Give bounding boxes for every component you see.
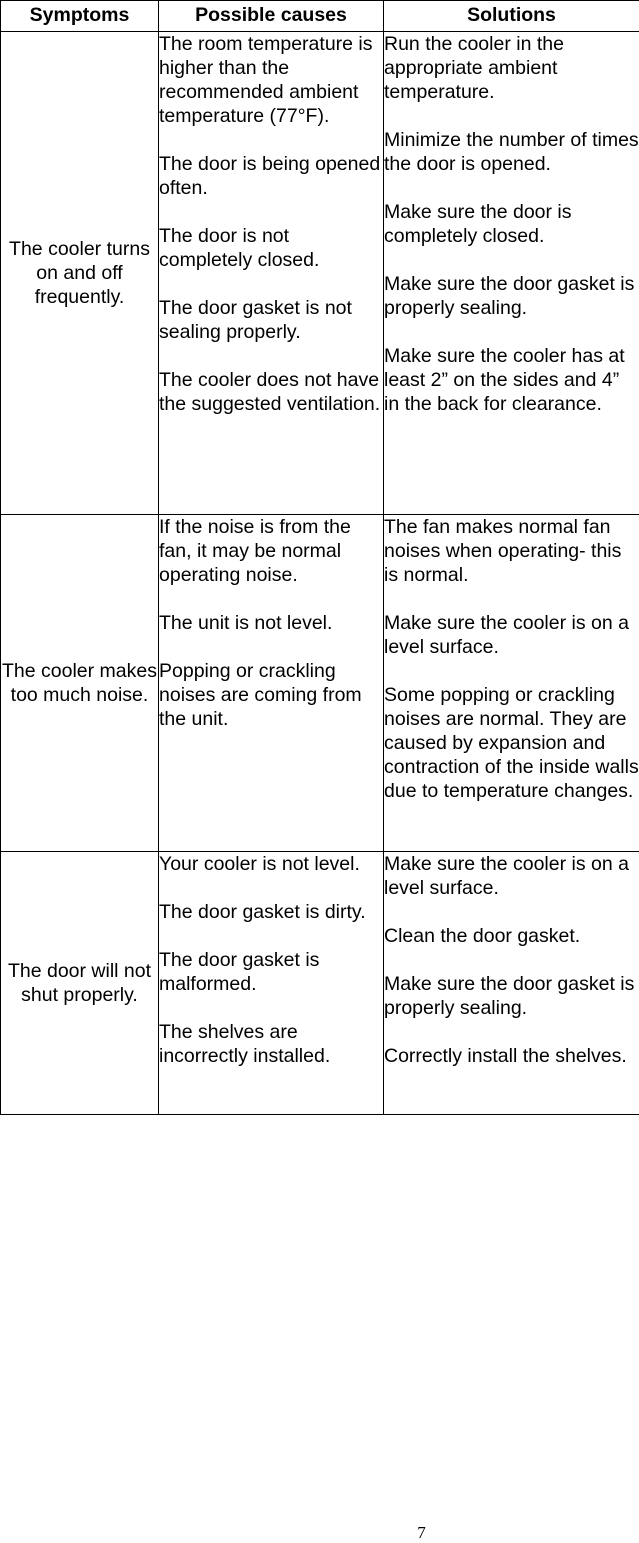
solution-item: Make sure the cooler is on a level surface. [384,612,629,658]
solution-item: Make sure the door is completely closed. [384,201,572,247]
cause-item: Popping or crackling noises are coming from the unit. [159,660,362,730]
solution-item: Minimize the number of times the door is opened. [384,129,639,175]
solution-item: Run the cooler in the appropriate ambient temperature. [384,33,564,103]
solution-item: Make sure the cooler is on a level surface. [384,853,629,899]
header-row [1,1,639,32]
solution-item: Make sure the door gasket is properly sealing. [384,273,635,319]
cause-item: The door gasket is dirty. [159,901,366,923]
cause-item: The shelves are incorrectly installed. [159,1021,331,1067]
cause-item: The door gasket is not sealing properly. [159,297,352,343]
cause-item: The unit is not level. [159,612,333,634]
solutions-cell [384,32,639,515]
cause-item: Your cooler is not level. [159,853,360,875]
solution-item: Some popping or crackling noises are normal. They are caused by expansion and contraction of the inside walls due to temperature changes. [384,684,639,802]
cause-item: The cooler does not have the suggested ventilation. [159,369,381,415]
causes-cell [159,852,384,1115]
causes-cell [159,32,384,515]
symptom-cell: The cooler turns on and off frequently. [1,32,159,515]
solutions-cell [384,515,639,852]
cause-item: The door gasket is malformed. [159,949,320,995]
header-solutions: Solutions [384,1,639,32]
symptom-cell: The door will not shut properly. [1,852,159,1115]
solution-item: Correctly install the shelves. [384,1045,627,1067]
solution-item: Clean the door gasket. [384,925,581,947]
cause-item: If the noise is from the fan, it may be normal operating noise. [159,516,351,586]
header-symptoms: Symptoms [1,1,159,32]
cause-item: The door is being opened often. [159,153,381,199]
header-possible-causes: Possible causes [159,1,384,32]
cause-item: The room temperature is higher than the recommended ambient temperature (77°F). [159,33,373,127]
table-row [1,852,639,1115]
causes-cell [159,515,384,852]
solution-item: Make sure the cooler has at least 2” on the sides and 4” in the back for clearance. [384,345,625,415]
page-number: 7 [417,1523,426,1542]
cause-item: The door is not completely closed. [159,225,320,271]
solution-item: The fan makes normal fan noises when operating- this is normal. [384,516,622,586]
solution-item: Make sure the door gasket is properly sealing. [384,973,635,1019]
table-row [1,32,639,515]
solutions-cell [384,852,639,1115]
table-row [1,515,639,852]
symptom-cell: The cooler makes too much noise. [1,515,159,852]
